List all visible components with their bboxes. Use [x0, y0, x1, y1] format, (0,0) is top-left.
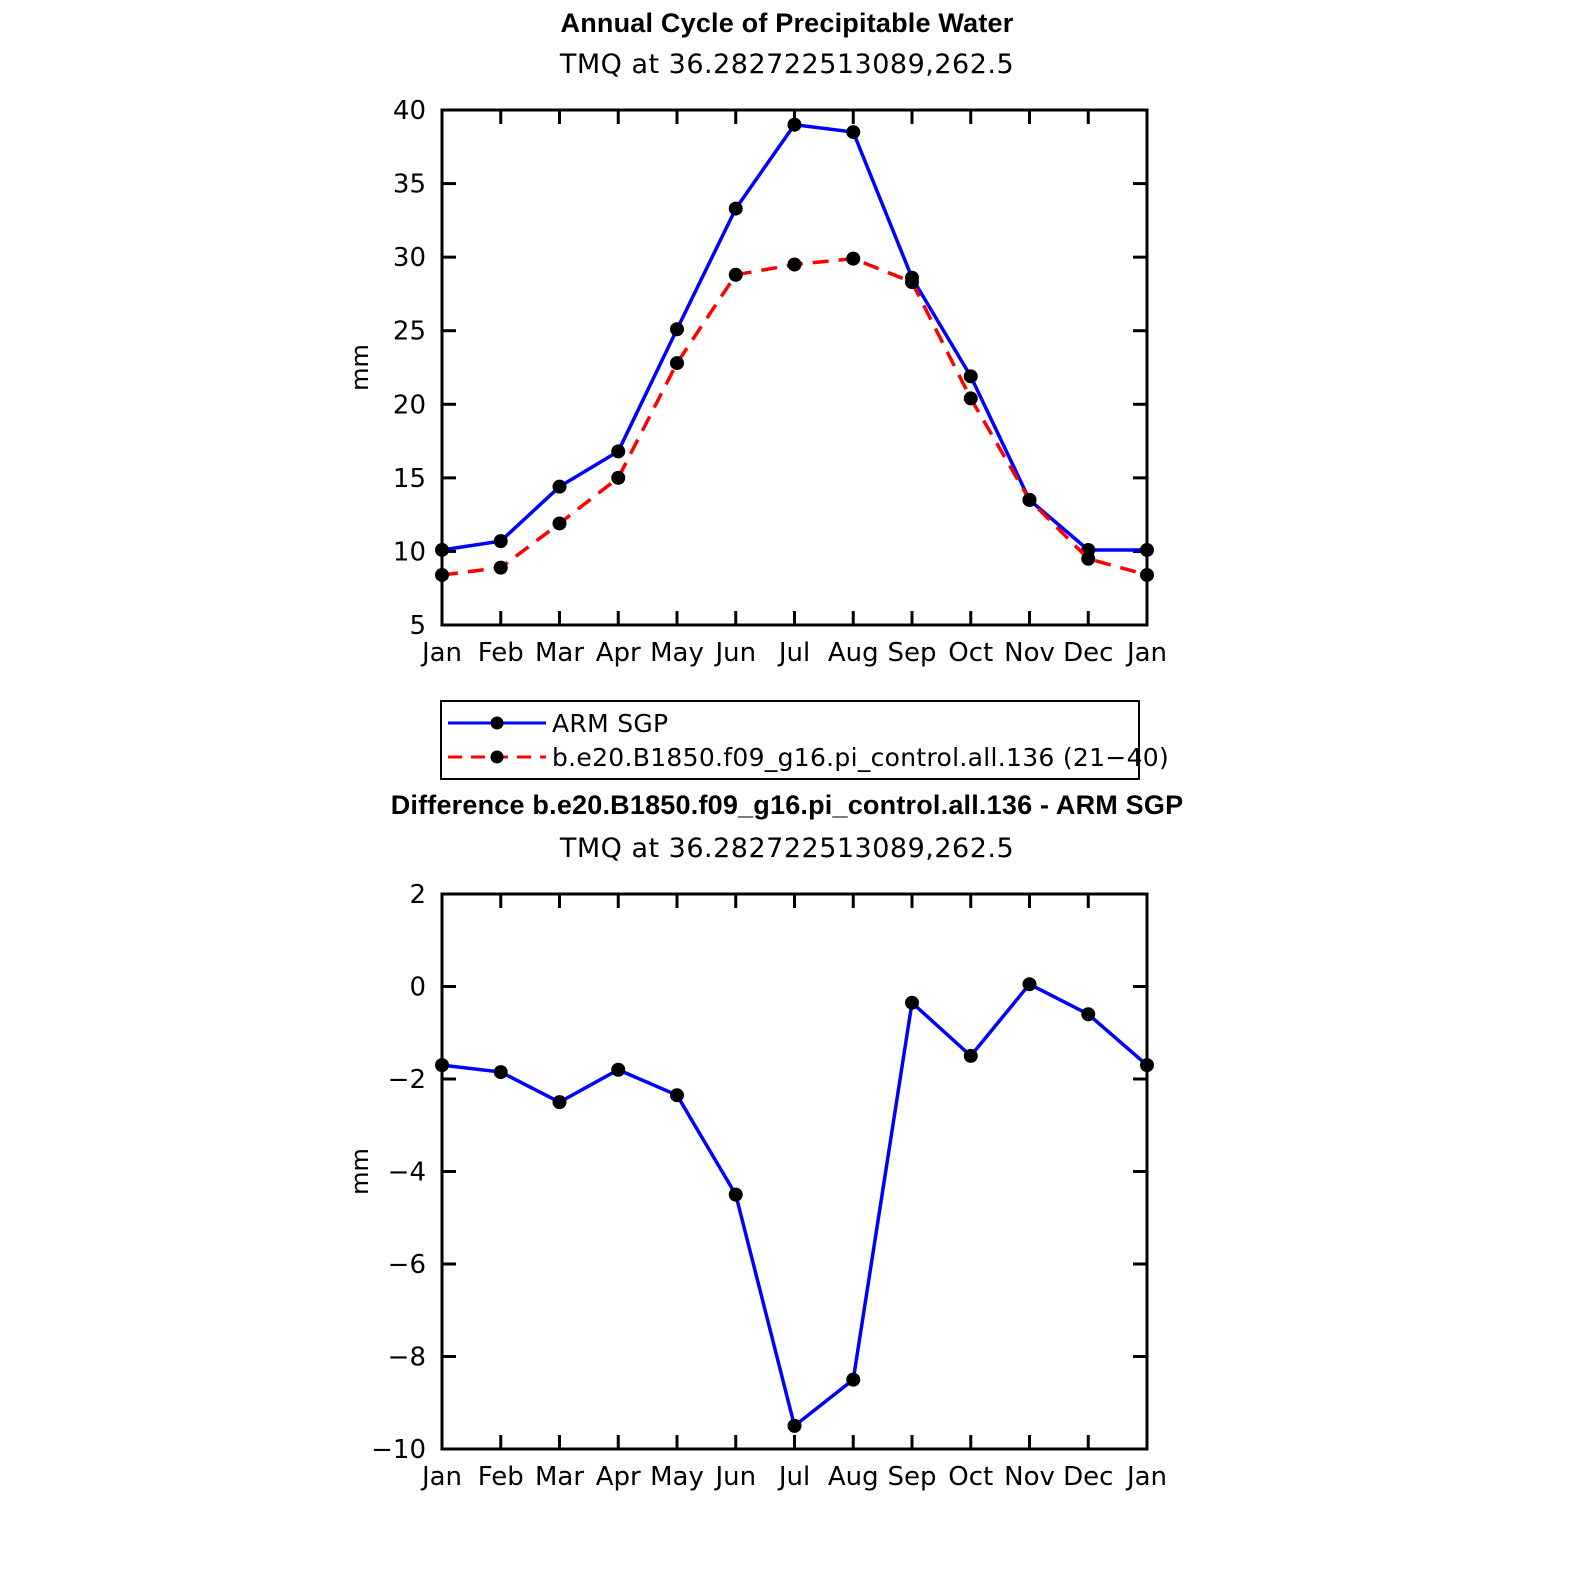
- x-tick-label: May: [650, 1462, 704, 1492]
- data-point-marker: [964, 369, 978, 383]
- page-title: Annual Cycle of Precipitable Water: [560, 8, 1014, 38]
- x-tick-label: May: [650, 638, 704, 668]
- axes-frame: [442, 110, 1147, 625]
- data-point-marker: [611, 1063, 625, 1077]
- legend-label-model: b.e20.B1850.f09_g16.pi_control.all.136 (21−40): [552, 742, 1170, 772]
- x-tick-label: Oct: [948, 638, 994, 668]
- x-tick-label: Jul: [778, 638, 811, 668]
- x-tick-label: Sep: [887, 638, 937, 668]
- x-tick-label: Dec: [1063, 1462, 1114, 1492]
- top-chart-subtitle: TMQ at 36.282722513089,262.5: [559, 49, 1015, 80]
- y-axis-label: mm: [346, 344, 374, 391]
- legend-label-arm-sgp: ARM SGP: [552, 708, 669, 738]
- data-point-marker: [1140, 568, 1154, 582]
- data-point-marker: [1081, 1007, 1095, 1021]
- data-point-marker: [788, 1419, 802, 1433]
- x-tick-label: Mar: [534, 1462, 585, 1492]
- x-tick-label: Sep: [887, 1462, 937, 1492]
- x-tick-label: Oct: [948, 1462, 994, 1492]
- x-tick-label: Jun: [715, 638, 757, 668]
- y-tick-label: 0: [409, 972, 426, 1003]
- data-point-marker: [729, 268, 743, 282]
- series-line: [442, 259, 1147, 575]
- data-point-marker: [905, 275, 919, 289]
- x-tick-label: Nov: [1004, 638, 1055, 668]
- bottom-chart-svg: [237, 864, 1337, 1524]
- top-chart-svg: [237, 80, 1337, 700]
- y-tick-label: −2: [387, 1065, 426, 1095]
- legend-item-arm-sgp: [442, 706, 1138, 740]
- data-point-marker: [729, 202, 743, 216]
- x-tick-label: Jan: [1126, 1462, 1168, 1492]
- bottom-chart-title: Difference b.e20.B1850.f09_g16.pi_control.all.136 - ARM SGP: [390, 790, 1184, 820]
- bottom-chart-subtitle: TMQ at 36.282722513089,262.5: [559, 833, 1015, 864]
- x-tick-label: Feb: [477, 1462, 524, 1492]
- data-point-marker: [494, 534, 508, 548]
- data-point-marker: [1140, 543, 1154, 557]
- data-point-marker: [553, 1095, 567, 1109]
- bottom-chart-plot: [237, 864, 1337, 1524]
- series-line: [442, 984, 1147, 1426]
- legend-sample-solid-blue: [442, 706, 552, 740]
- legend-item-model: [442, 740, 1170, 774]
- y-tick-label: −6: [387, 1250, 426, 1280]
- data-point-marker: [788, 118, 802, 132]
- data-point-marker: [611, 471, 625, 485]
- data-point-marker: [494, 561, 508, 575]
- data-point-marker: [1081, 552, 1095, 566]
- data-point-marker: [494, 1065, 508, 1079]
- y-tick-label: 10: [392, 537, 426, 568]
- y-tick-label: −4: [387, 1157, 426, 1188]
- series-line: [442, 125, 1147, 550]
- data-point-marker: [905, 996, 919, 1010]
- x-tick-label: Jan: [421, 638, 463, 668]
- x-tick-label: Jun: [715, 1462, 757, 1492]
- y-tick-label: 25: [392, 316, 426, 347]
- data-point-marker: [670, 356, 684, 370]
- data-point-marker: [788, 258, 802, 272]
- y-tick-label: 35: [392, 169, 426, 200]
- y-tick-label: 40: [392, 96, 426, 126]
- data-point-marker: [1023, 977, 1037, 991]
- data-point-marker: [1023, 493, 1037, 507]
- x-tick-label: Jan: [1126, 638, 1168, 668]
- axes-frame: [442, 894, 1147, 1449]
- top-chart-legend: [440, 700, 1170, 780]
- data-point-marker: [729, 1188, 743, 1202]
- data-point-marker: [435, 568, 449, 582]
- x-tick-label: Apr: [595, 638, 641, 668]
- x-tick-label: Nov: [1004, 1462, 1055, 1492]
- data-point-marker: [670, 1088, 684, 1102]
- y-axis-label: mm: [346, 1148, 374, 1195]
- y-tick-label: −10: [371, 1435, 426, 1465]
- data-point-marker: [435, 543, 449, 557]
- top-chart-plot: [237, 80, 1337, 700]
- x-tick-label: Aug: [827, 1462, 879, 1492]
- data-point-marker: [964, 1049, 978, 1063]
- data-point-marker: [553, 480, 567, 494]
- y-tick-label: −8: [387, 1342, 426, 1373]
- x-tick-label: Mar: [534, 638, 585, 668]
- y-tick-label: 2: [409, 880, 426, 910]
- legend-sample-dashed-red: [442, 740, 552, 774]
- data-point-marker: [846, 252, 860, 266]
- x-tick-label: Jul: [778, 1462, 811, 1492]
- x-tick-label: Dec: [1063, 638, 1114, 668]
- data-point-marker: [846, 1373, 860, 1387]
- data-point-marker: [553, 516, 567, 530]
- data-point-marker: [670, 322, 684, 336]
- data-point-marker: [964, 391, 978, 405]
- x-tick-label: Apr: [595, 1462, 641, 1492]
- x-tick-label: Aug: [827, 638, 879, 668]
- data-point-marker: [435, 1058, 449, 1072]
- x-tick-label: Feb: [477, 638, 524, 668]
- y-tick-label: 5: [409, 611, 426, 641]
- data-point-marker: [1140, 1058, 1154, 1072]
- data-point-marker: [611, 444, 625, 458]
- data-point-marker: [846, 125, 860, 139]
- bottom-chart-panel: [0, 790, 1574, 1574]
- y-tick-label: 15: [392, 463, 426, 494]
- y-tick-label: 30: [392, 243, 426, 274]
- y-tick-label: 20: [392, 390, 426, 421]
- x-tick-label: Jan: [421, 1462, 463, 1492]
